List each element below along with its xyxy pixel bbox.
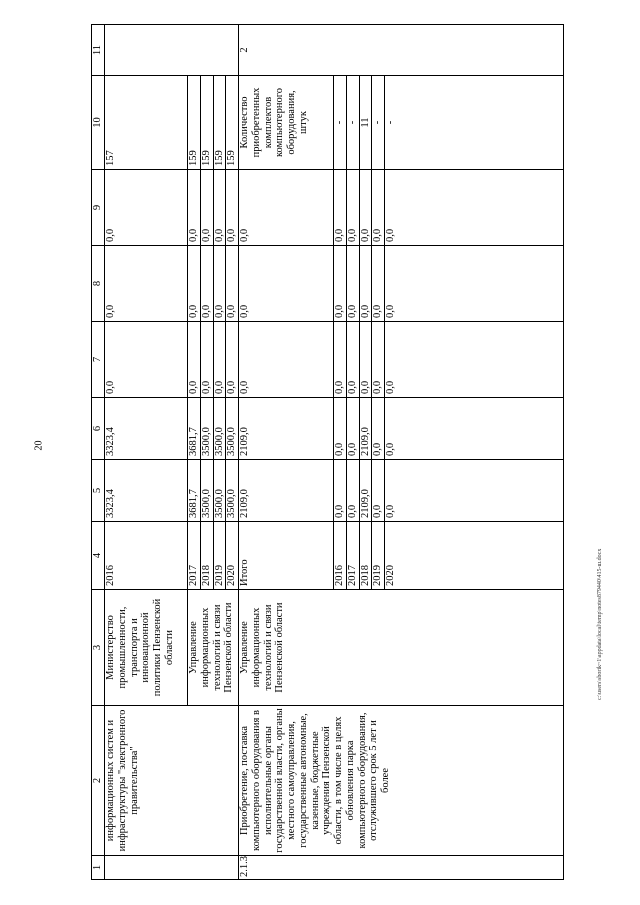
column-numbers-row [92, 25, 105, 880]
value-cell: 0,0 [213, 246, 226, 322]
item-number-cell [105, 856, 239, 880]
value-cell: 0,0 [226, 246, 239, 322]
value-cell: 0,0 [239, 322, 334, 398]
col-header: 5 [92, 460, 105, 522]
page-number: 20 [33, 440, 45, 451]
value-cell: 3323,4 [105, 460, 188, 522]
executor-cell: Управление информационных технологий и связи Пензенской области [239, 590, 564, 706]
value-cell: 3500,0 [213, 398, 226, 460]
item-name-cell: информационных систем и инфраструктуры "электронного правительства" [105, 706, 239, 856]
value-cell: 3500,0 [200, 460, 213, 522]
value-cell: 0,0 [385, 460, 564, 522]
value-cell: 2109,0 [239, 460, 334, 522]
value-cell: 0,0 [188, 322, 201, 398]
year-cell: 2019 [213, 522, 226, 590]
col-header: 9 [92, 170, 105, 246]
year-cell: 2016 [334, 522, 347, 590]
value-cell: 3323,4 [105, 398, 188, 460]
col-header: 7 [92, 322, 105, 398]
col-header: 3 [92, 590, 105, 706]
year-cell: 2020 [226, 522, 239, 590]
value-cell: 0,0 [226, 170, 239, 246]
year-cell: 2020 [385, 522, 564, 590]
value-cell: 0,0 [385, 170, 564, 246]
table-row [105, 25, 188, 880]
value-cell: 0,0 [372, 460, 385, 522]
col-header: 8 [92, 246, 105, 322]
table-row [239, 25, 334, 880]
value-cell: 0,0 [188, 170, 201, 246]
item-number-cell: 2.1.3 [239, 856, 564, 880]
col-header: 1 [92, 856, 105, 880]
value-cell: 0,0 [239, 246, 334, 322]
executor-cell: Управление информационных технологий и связи Пензенской области [188, 590, 239, 706]
indicator-cell: - [346, 76, 359, 170]
empty-cell [105, 25, 239, 76]
item-name-cell: Приобретение, поставка компьютерного оборудования в исполнительные органы государственной власти, органы местного самоуправления, государственные автономные, казенные, бюджетные учреждения Пензенской области, в том числе в целях обновления парка компьютерного оборудования, отслужившего срок 5 лет и более [239, 706, 564, 856]
value-cell: 0,0 [346, 170, 359, 246]
value-cell: 3681,7 [188, 398, 201, 460]
indicator-cell: 159 [188, 76, 201, 170]
value-cell: 0,0 [385, 246, 564, 322]
value-cell: 0,0 [359, 322, 372, 398]
value-cell: 2109,0 [359, 460, 372, 522]
rotated-sheet [91, 25, 587, 880]
value-cell: 0,0 [372, 170, 385, 246]
year-cell: 2018 [200, 522, 213, 590]
value-cell: 0,0 [346, 398, 359, 460]
indicator-cell: 159 [213, 76, 226, 170]
col-header: 2 [92, 706, 105, 856]
value-cell: 0,0 [188, 246, 201, 322]
value-cell: 0,0 [200, 246, 213, 322]
value-cell: 2109,0 [239, 398, 334, 460]
value-cell: 3500,0 [226, 460, 239, 522]
value-cell: 0,0 [372, 246, 385, 322]
value-cell: 0,0 [334, 246, 347, 322]
value-cell: 0,0 [213, 170, 226, 246]
value-cell: 0,0 [359, 170, 372, 246]
year-cell: 2017 [346, 522, 359, 590]
value-cell: 0,0 [372, 398, 385, 460]
col-header: 11 [92, 25, 105, 76]
indicator-cell: - [372, 76, 385, 170]
indicator-cell: 159 [200, 76, 213, 170]
indicator-cell: 159 [226, 76, 239, 170]
year-cell: 2016 [105, 522, 188, 590]
value-cell: 0,0 [213, 322, 226, 398]
total-label-cell: Итого [239, 522, 334, 590]
value-cell: 0,0 [372, 322, 385, 398]
value-cell: 3500,0 [200, 398, 213, 460]
value-cell: 0,0 [359, 246, 372, 322]
value-cell: 3500,0 [213, 460, 226, 522]
col-header: 10 [92, 76, 105, 170]
value-cell: 0,0 [346, 322, 359, 398]
executor-cell: Министерство промышленности, транспорта и инновационной политики Пензенской области [105, 590, 188, 706]
value-cell: 0,0 [200, 322, 213, 398]
footer-file-path: c:\users\sborik~1\appdata\local\temp\notes879440\415-ш.docx [597, 548, 603, 700]
indicator-name-cell: Количество приобретенных комплектов компьютерного оборудования, штук [239, 76, 334, 170]
value-cell: 0,0 [226, 322, 239, 398]
program-table [91, 24, 564, 880]
value-cell: 0,0 [105, 170, 188, 246]
note-cell: 2 [239, 25, 564, 76]
value-cell: 0,0 [334, 398, 347, 460]
value-cell: 0,0 [200, 170, 213, 246]
year-cell: 2017 [188, 522, 201, 590]
value-cell: 0,0 [385, 398, 564, 460]
value-cell: 0,0 [334, 322, 347, 398]
value-cell: 0,0 [346, 460, 359, 522]
value-cell: 2109,0 [359, 398, 372, 460]
year-cell: 2018 [359, 522, 372, 590]
value-cell: 3681,7 [188, 460, 201, 522]
value-cell: 0,0 [105, 322, 188, 398]
col-header: 6 [92, 398, 105, 460]
value-cell: 0,0 [105, 246, 188, 322]
year-cell: 2019 [372, 522, 385, 590]
indicator-cell: - [334, 76, 347, 170]
value-cell: 0,0 [346, 246, 359, 322]
indicator-cell: 11 [359, 76, 372, 170]
indicator-cell: 157 [105, 76, 188, 170]
value-cell: 0,0 [334, 460, 347, 522]
col-header: 4 [92, 522, 105, 590]
value-cell: 3500,0 [226, 398, 239, 460]
indicator-cell: - [385, 76, 564, 170]
value-cell: 0,0 [239, 170, 334, 246]
value-cell: 0,0 [334, 170, 347, 246]
value-cell: 0,0 [385, 322, 564, 398]
